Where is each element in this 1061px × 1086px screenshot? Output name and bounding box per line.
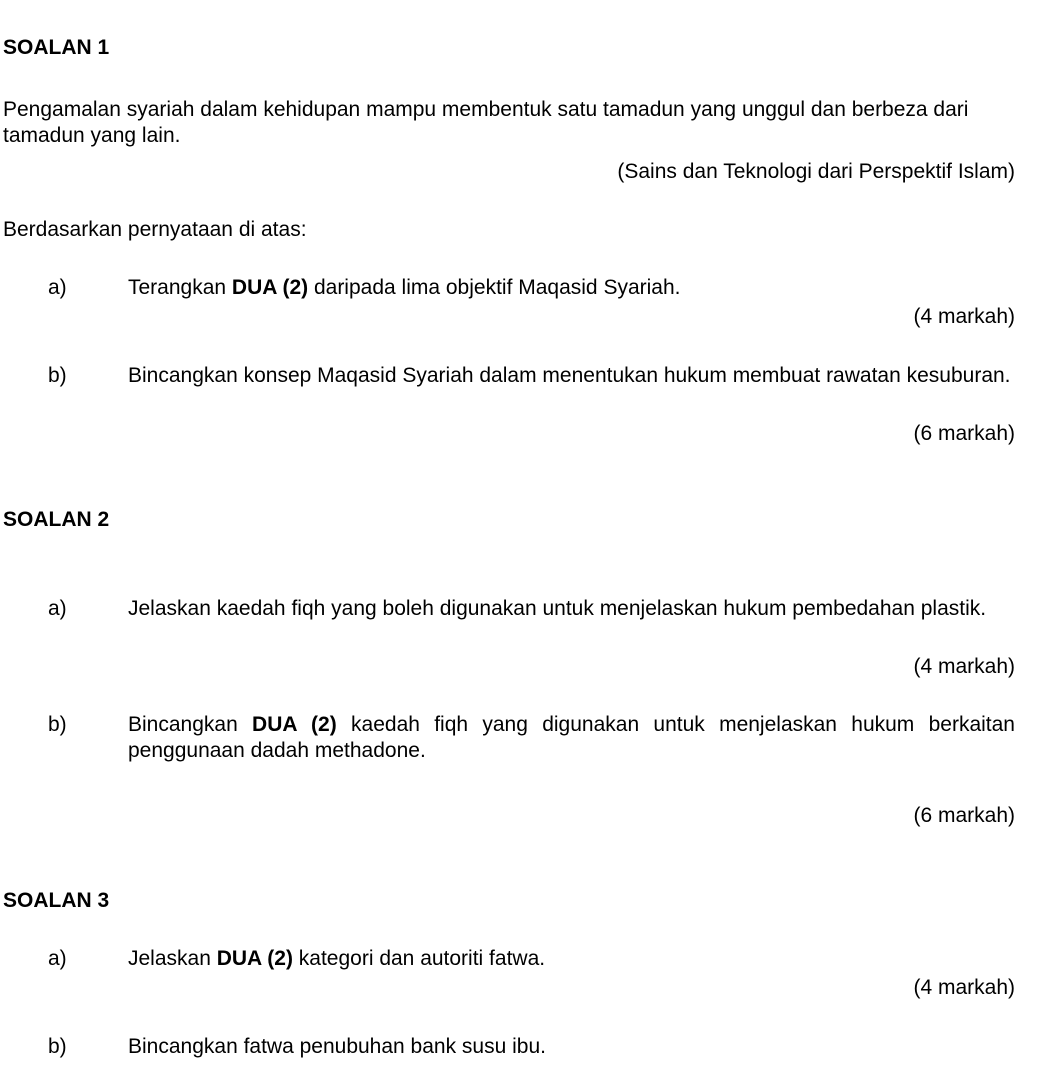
soalan-2-b-pre: Bincangkan [128,713,253,736]
soalan-3-a-post: kategori dan autoriti fatwa. [292,947,546,970]
soalan-1-a-pre: Terangkan [128,276,232,299]
soalan-3-a-label: a) [48,947,67,970]
soalan-1-lead: Berdasarkan pernyataan di atas: [3,218,307,241]
soalan-1-heading: SOALAN 1 [3,36,110,59]
soalan-3-heading: SOALAN 3 [3,889,110,912]
soalan-3-a-text [128,946,1015,972]
soalan-2-b-post: kaedah fiqh yang digunakan untuk menjelaskan hukum berkaitan penggunaan dadah methadone. [128,713,1015,762]
soalan-2-heading: SOALAN 2 [3,508,110,531]
soalan-1-source: (Sains dan Teknologi dari Perspektif Islam) [617,160,1015,183]
soalan-1-a-label: a) [48,276,67,299]
soalan-2-b-label: b) [48,713,67,736]
soalan-2-a-marks: (4 markah) [913,655,1015,678]
soalan-3-a-pre: Jelaskan [128,947,217,970]
soalan-2-a-text: Jelaskan kaedah fiqh yang boleh digunakan untuk menjelaskan hukum pembedahan plastik. [128,597,987,620]
soalan-1-b-label: b) [48,364,67,387]
soalan-1-a-post: daripada lima objektif Maqasid Syariah. [308,276,681,299]
soalan-1-b-text: Bincangkan konsep Maqasid Syariah dalam menentukan hukum membuat rawatan kesuburan. [128,364,1011,387]
soalan-2-b-bold: DUA (2) [252,713,337,736]
soalan-2-b-marks: (6 markah) [913,804,1015,827]
soalan-1-b-marks: (6 markah) [913,422,1015,445]
soalan-3-b-text: Bincangkan fatwa penubuhan bank susu ibu. [128,1035,546,1058]
soalan-1-a-marks: (4 markah) [913,305,1015,328]
soalan-1-a-bold: DUA (2) [231,276,309,299]
soalan-3-a-marks: (4 markah) [913,976,1015,999]
soalan-3-a-bold: DUA (2) [216,947,293,970]
soalan-2-a-label: a) [48,597,67,620]
soalan-2-b-text [128,712,1015,764]
soalan-3-b-label: b) [48,1035,67,1058]
soalan-1-a-text [128,275,1015,301]
soalan-1-intro: Pengamalan syariah dalam kehidupan mampu membentuk satu tamadun yang unggul dan berbeza dari tamadun yang lain. [3,98,969,147]
